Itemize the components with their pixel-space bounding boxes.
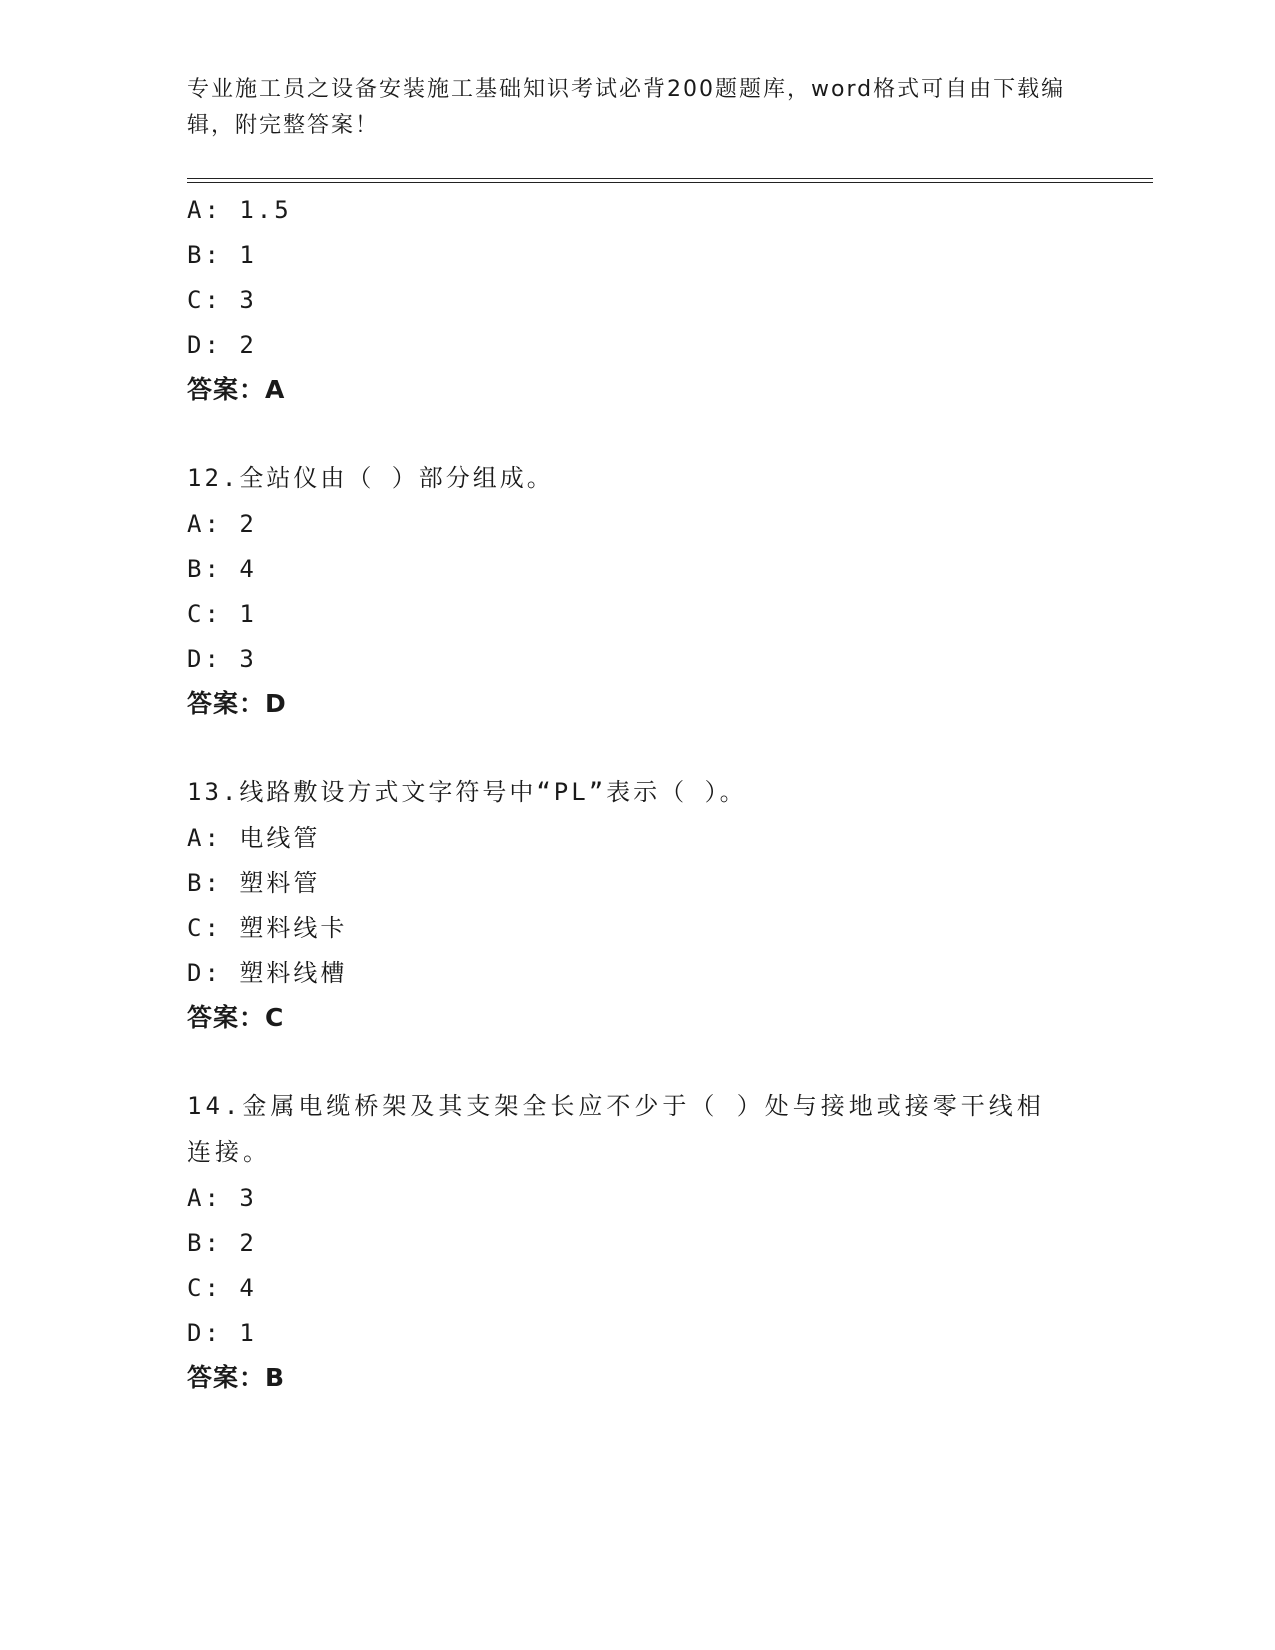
option-a: A: 电线管 — [187, 824, 321, 852]
option-b: B: 4 — [187, 555, 257, 583]
option-c: C: 3 — [187, 286, 257, 314]
header-rule-top — [187, 178, 1153, 179]
question-stem: 14.金属电缆桥架及其支架全长应不少于（ ）处与接地或接零干线相连接。 — [187, 1092, 1045, 1166]
option-d: D: 3 — [187, 645, 257, 673]
option-a: A: 1.5 — [187, 196, 292, 224]
document-header: 专业施工员之设备安装施工基础知识考试必背200题题库，word格式可自由下载编辑，附完整答案！ — [187, 77, 1066, 138]
option-d: D: 2 — [187, 331, 257, 359]
option-b: B: 塑料管 — [187, 869, 321, 897]
option-c: C: 塑料线卡 — [187, 914, 348, 942]
option-b: B: 2 — [187, 1229, 257, 1257]
answer: 答案：D — [187, 689, 287, 718]
option-b: B: 1 — [187, 241, 257, 269]
question-stem: 12.全站仪由（ ）部分组成。 — [187, 464, 554, 492]
question-stem: 13.线路敷设方式文字符号中“PL”表示（ ）。 — [187, 778, 747, 806]
option-d: D: 塑料线槽 — [187, 959, 348, 987]
option-c: C: 4 — [187, 1274, 257, 1302]
option-a: A: 3 — [187, 1184, 257, 1212]
answer: 答案：B — [187, 1363, 286, 1392]
option-d: D: 1 — [187, 1319, 257, 1347]
option-a: A: 2 — [187, 510, 257, 538]
answer: 答案：A — [187, 375, 286, 404]
header-rule-bottom — [187, 182, 1153, 183]
option-c: C: 1 — [187, 600, 257, 628]
answer: 答案：C — [187, 1003, 285, 1032]
